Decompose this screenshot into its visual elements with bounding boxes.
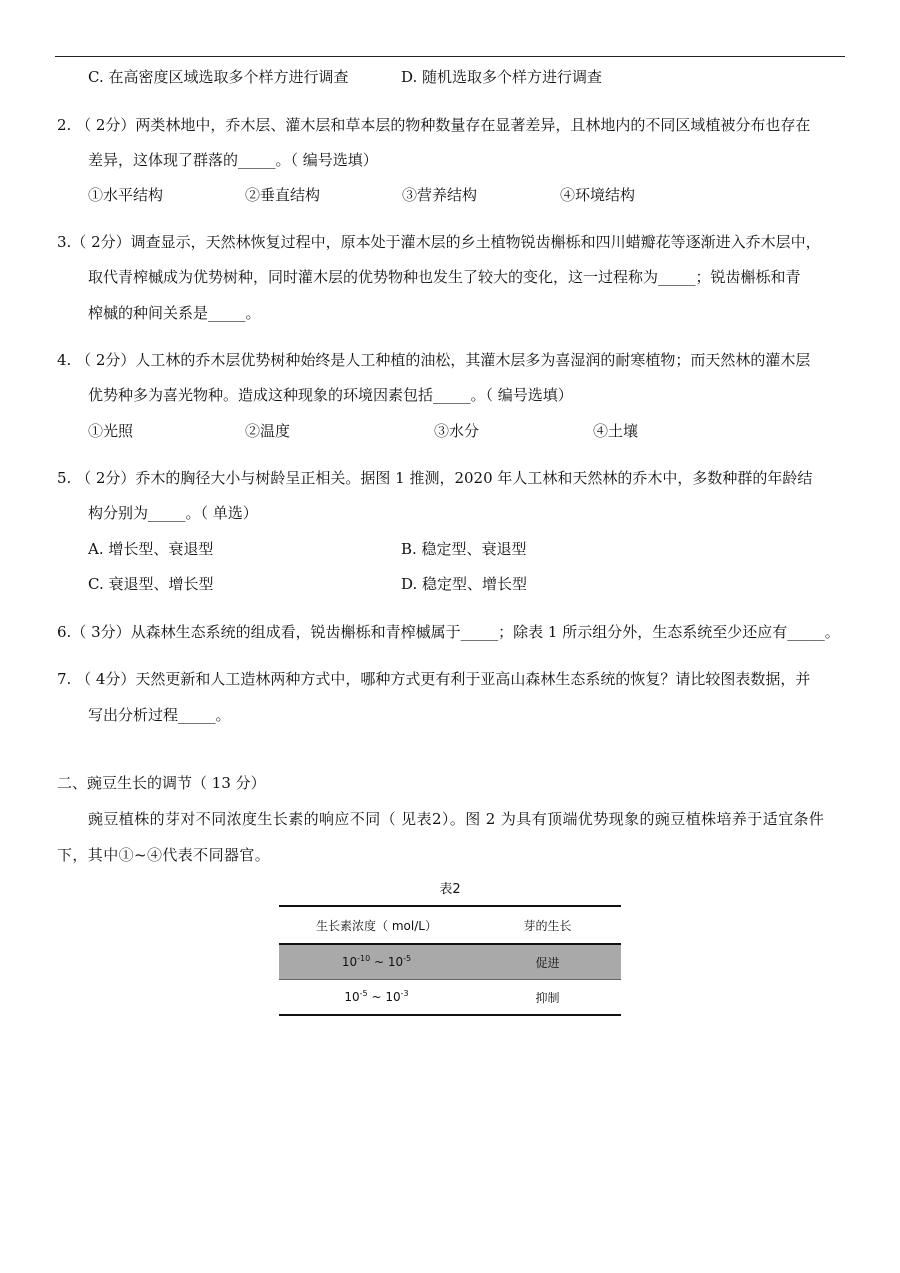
exponent: -10 <box>357 954 371 963</box>
q6-line1: 6.（ 3分）从森林生态系统的组成看，锐齿槲栎和青榨槭属于_____；除表 1 所示组分外，生态系统至少还应有_____。 <box>57 623 840 641</box>
q2-option-4: ④环境结构 <box>560 186 636 204</box>
q4-option-1: ①光照 <box>88 422 134 440</box>
q4-option-2: ②温度 <box>245 422 291 440</box>
base-value: 10 <box>341 955 358 969</box>
exponent: -3 <box>400 989 409 998</box>
range-separator: ~ <box>367 990 386 1004</box>
exponent: -5 <box>403 954 412 963</box>
concentration-range <box>279 944 474 980</box>
q2-option-2: ②垂直结构 <box>245 186 321 204</box>
q5-option-d: D. 稳定型、增长型 <box>401 575 528 593</box>
q5-option-c: C. 衰退型、增长型 <box>88 575 214 593</box>
base-value: 10 <box>387 955 404 969</box>
table-2 <box>279 905 621 1016</box>
q4-option-3: ③水分 <box>434 422 480 440</box>
base-value: 10 <box>344 990 360 1004</box>
table-row <box>279 980 621 1016</box>
concentration-range <box>279 980 474 1016</box>
q2-line2: 差异，这体现了群落的_____。（ 编号选填） <box>88 151 378 169</box>
q5-line1: 5. （ 2分）乔木的胸径大小与树龄呈正相关。据图 1 推测，2020 年人工林和天然林的乔木中，多数种群的年龄结 <box>57 469 813 487</box>
section-2-intro-line1: 豌豆植株的芽对不同浓度生长素的响应不同（ 见表2）。图 2 为具有顶端优势现象的豌豆植株培养于适宜条件 <box>88 810 825 828</box>
growth-effect: 抑制 <box>535 990 560 1005</box>
q2-line1: 2. （ 2分）两类林地中，乔木层、灌木层和草本层的物种数量存在显著差异，且林地内的不同区域植被分布也存在 <box>57 116 811 134</box>
q3-line1: 3.（ 2分）调查显示，天然林恢复过程中，原本处于灌木层的乡土植物锐齿槲栎和四川蜡瓣花等逐渐进入乔木层中， <box>57 233 821 251</box>
q3-line3: 榨槭的种间关系是_____。 <box>88 304 261 322</box>
exponent: -5 <box>359 989 368 998</box>
q3-line2: 取代青榨槭成为优势树种，同时灌木层的优势物种也发生了较大的变化，这一过程称为_____；锐齿槲栎和青 <box>88 268 801 286</box>
q4-line2: 优势种多为喜光物种。造成这种现象的环境因素包括_____。（ 编号选填） <box>88 386 573 404</box>
q2-option-1: ①水平结构 <box>88 186 164 204</box>
header-bud-growth: 芽的生长 <box>523 918 572 933</box>
table-row <box>279 944 621 980</box>
growth-effect: 促进 <box>535 955 560 970</box>
option-c: C. 在高密度区域选取多个样方进行调查 <box>88 68 349 86</box>
section-2-intro-line2: 下，其中①~④代表不同器官。 <box>57 846 271 864</box>
q5-option-a: A. 增长型、衰退型 <box>88 540 214 558</box>
q7-line1: 7. （ 4分）天然更新和人工造林两种方式中，哪种方式更有利于亚高山森林生态系统的恢复？请比较图表数据，并 <box>57 670 811 688</box>
q5-line2: 构分别为_____。（ 单选） <box>88 504 258 522</box>
section-2-title: 二、豌豆生长的调节（ 13 分） <box>57 774 266 792</box>
top-rule <box>55 56 845 57</box>
q7-line2: 写出分析过程_____。 <box>88 706 231 724</box>
range-separator: ~ <box>370 955 388 969</box>
q2-option-3: ③营养结构 <box>402 186 478 204</box>
q4-line1: 4. （ 2分）人工林的乔木层优势树种始终是人工种植的油松，其灌木层多为喜湿润的耐寒植物；而天然林的灌木层 <box>57 351 811 369</box>
base-value: 10 <box>385 990 401 1004</box>
header-concentration: 生长素浓度（ mol/L） <box>316 918 437 933</box>
table-header-row <box>279 906 621 944</box>
option-d: D. 随机选取多个样方进行调查 <box>401 68 603 86</box>
q4-option-4: ④土壤 <box>593 422 639 440</box>
table-2-caption: 表2 <box>439 882 461 897</box>
q5-option-b: B. 稳定型、衰退型 <box>401 540 527 558</box>
